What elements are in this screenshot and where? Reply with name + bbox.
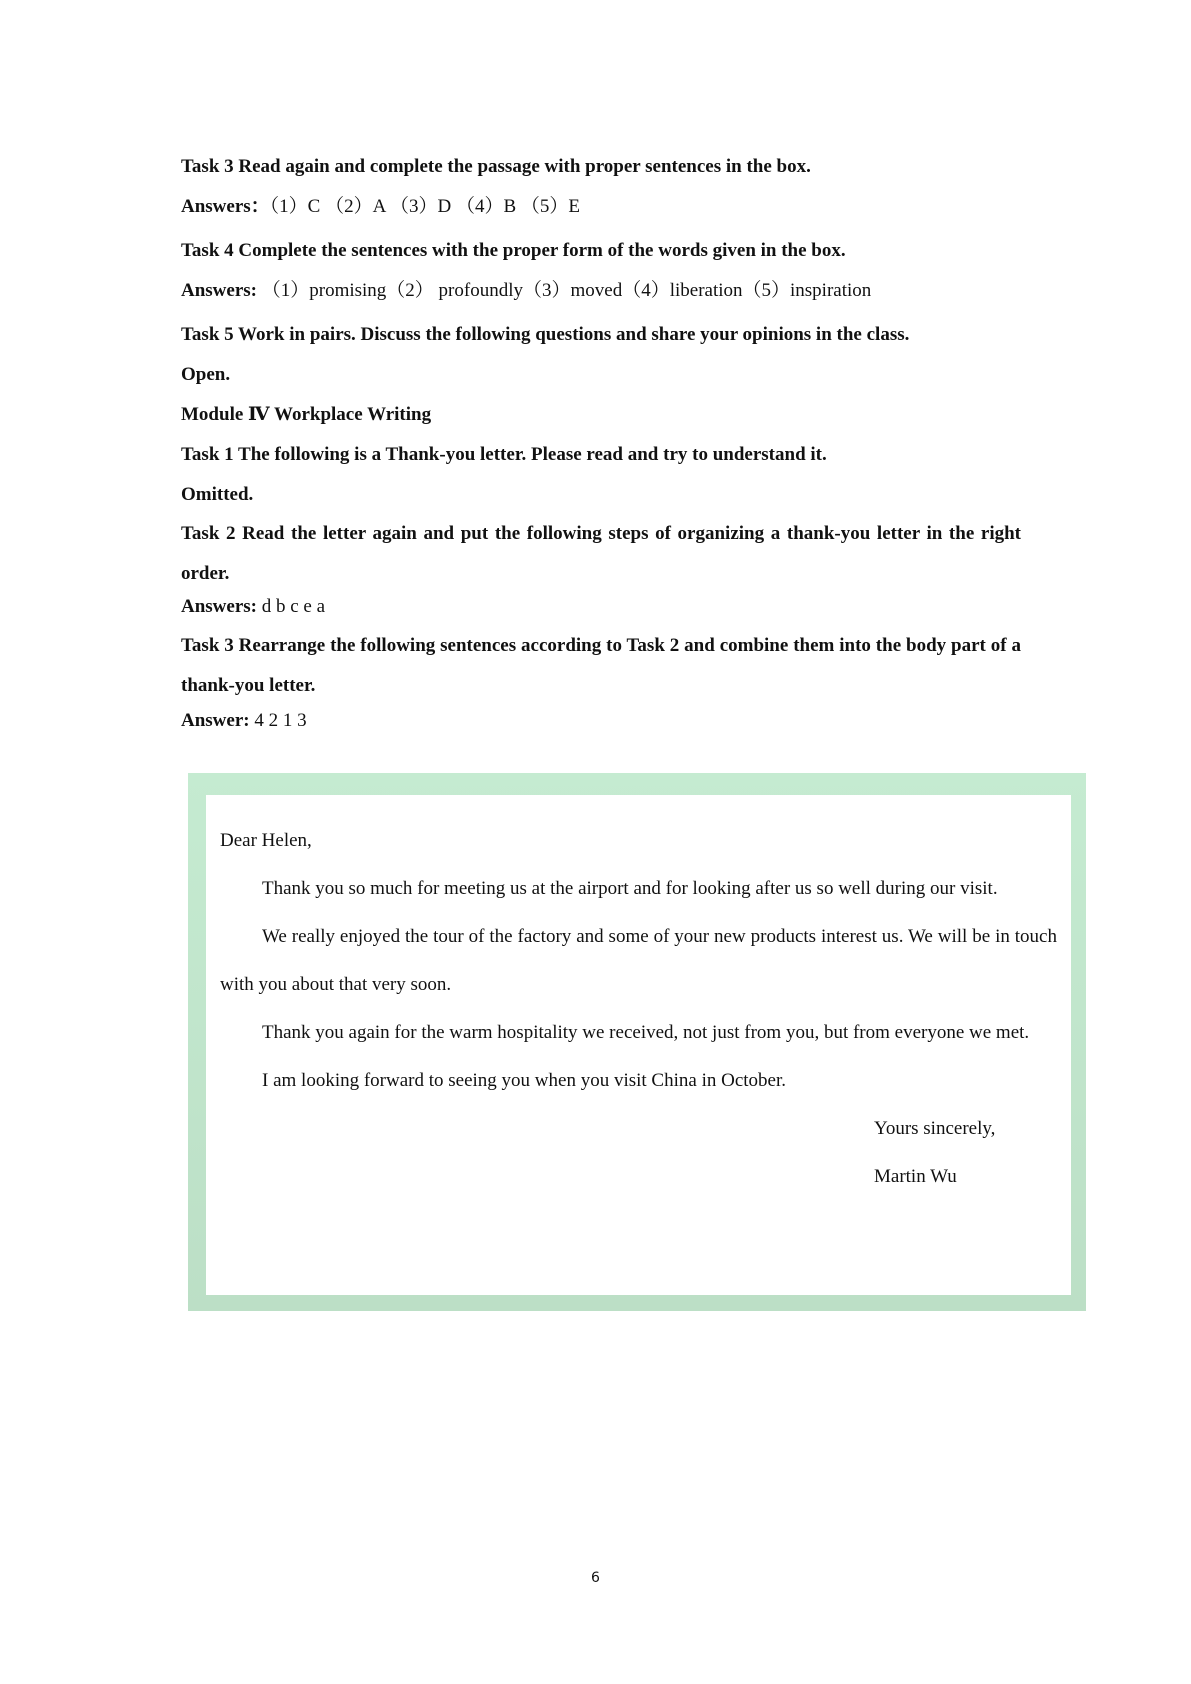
answers-label: Answers： (181, 196, 270, 217)
task3-heading: Task 3 Read again and complete the passage with proper sentences in the box. (181, 156, 811, 177)
module4-task3-heading: Task 3 Rearrange the following sentences according to Task 2 and combine them into the body part of a thank-you letter. (181, 635, 1021, 696)
page-number: 6 (591, 1570, 600, 1586)
module-title: Module Ⅳ Workplace Writing (181, 404, 432, 425)
task3-answers (181, 194, 1021, 220)
answers-text: （1）C （2）A （3）D （4）B （5）E (269, 196, 581, 217)
letter-closing: Yours sincerely, (874, 1118, 996, 1139)
letter-box (206, 795, 1071, 1295)
letter-paragraph: Thank you so much for meeting us at the airport and for looking after us so well during our visit. (262, 878, 998, 899)
letter-paragraph: I am looking forward to seeing you when you visit China in October. (262, 1070, 786, 1091)
letter-paragraph: Thank you again for the warm hospitality we received, not just from you, but from everyone we met. (262, 1022, 1030, 1043)
letter-paragraph: We really enjoyed the tour of the factory and some of your new products interest us. We will be in touch with you about that very soon. (220, 926, 1057, 995)
module4-task3-answer (181, 708, 1021, 734)
module4-task1-answer: Omitted. (181, 484, 254, 505)
module4-task2-heading: Task 2 Read the letter again and put the following steps of organizing a thank-you letter in the right order. (181, 523, 1021, 584)
answers-text: d b c e a (257, 596, 326, 617)
module4-task1-heading: Task 1 The following is a Thank-you letter. Please read and try to understand it. (181, 444, 827, 465)
answer-label: Answer: (181, 710, 250, 731)
document-body (181, 154, 1021, 734)
task4-heading: Task 4 Complete the sentences with the proper form of the words given in the box. (181, 240, 846, 261)
task4-answers (181, 278, 1021, 304)
task5-heading: Task 5 Work in pairs. Discuss the following questions and share your opinions in the class. (181, 324, 910, 345)
letter-greeting: Dear Helen, (220, 830, 312, 851)
answer-text: 4 2 1 3 (249, 710, 307, 731)
letter-signature: Martin Wu (874, 1166, 957, 1187)
module4-task2-answers (181, 594, 1021, 620)
letter-frame (188, 773, 1086, 1311)
answers-label: Answers: (181, 596, 257, 617)
answers-label: Answers: (181, 280, 257, 301)
task5-answer: Open. (181, 364, 231, 385)
answers-text: （1）promising（2） profoundly（3）moved（4）liberation（5）inspiration (257, 280, 872, 301)
